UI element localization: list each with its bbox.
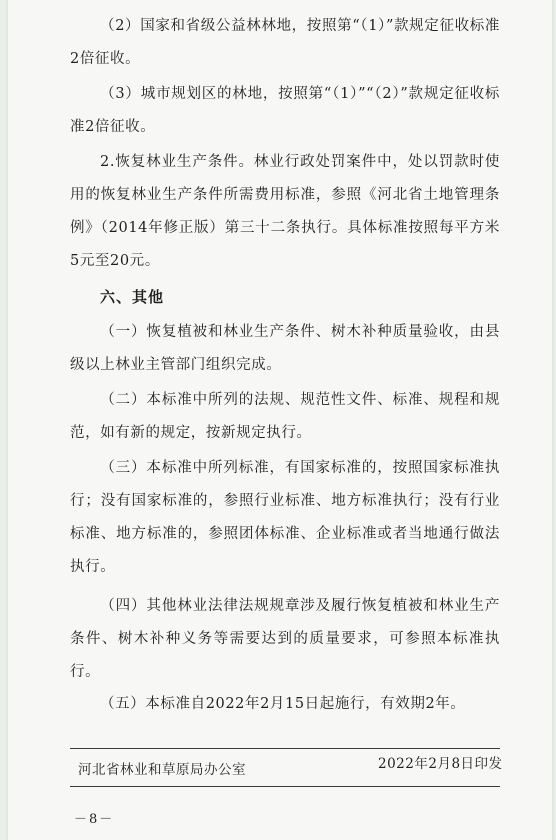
footer-bottom-rule [70, 786, 500, 787]
footer-issuer: 河北省林业和草原局办公室 [78, 762, 246, 778]
paragraph-item-4: （四）其他林业法律法规规章涉及履行恢复植被和林业生产条件、树木补种义务等需要达到的质量要求，可参照本标准执行。 [70, 598, 500, 680]
footer-print-date: 2022年2月8日印发 [378, 756, 503, 772]
document-page [8, 0, 552, 840]
paragraph-item-3: （三）本标准中所列标准，有国家标准的，按照国家标准执行；没有国家标准的，参照行业标准、地方标准执行；没有行业标准、地方标准的，参照团体标准、企业标准或者当地通行做法执行。 [70, 460, 500, 575]
paragraph-item-1: （一）恢复植被和林业生产条件、树木补种质量验收，由县级以上林业主管部门组织完成。 [70, 324, 500, 373]
section-heading-other: 六、其他 [100, 288, 165, 306]
paragraph-restore-production: 2.恢复林业生产条件。林业行政处罚案件中，处以罚款时使用的恢复林业生产条件所需费用标准，参照《河北省土地管理条例》（2014年修正版）第三十二条执行。具体标准按照每平方米5元至20元。 [70, 154, 500, 269]
page-number: －8－ [74, 812, 115, 827]
paragraph-item-2: （二）本标准中所列的法规、规范性文件、标准、规程和规范，如有新的规定，按新规定执行。 [70, 392, 500, 441]
paragraph-item-5: （五）本标准自2022年2月15日起施行，有效期2年。 [100, 696, 466, 712]
footer-top-rule [70, 748, 500, 749]
paragraph-public-welfare-forest: （2）国家和省级公益林林地，按照第“（1）”款规定征收标准2倍征收。 [70, 18, 500, 67]
paragraph-urban-planning-forest: （3）城市规划区的林地，按照第“（1）”“（2）”款规定征收标准2倍征收。 [70, 86, 500, 135]
